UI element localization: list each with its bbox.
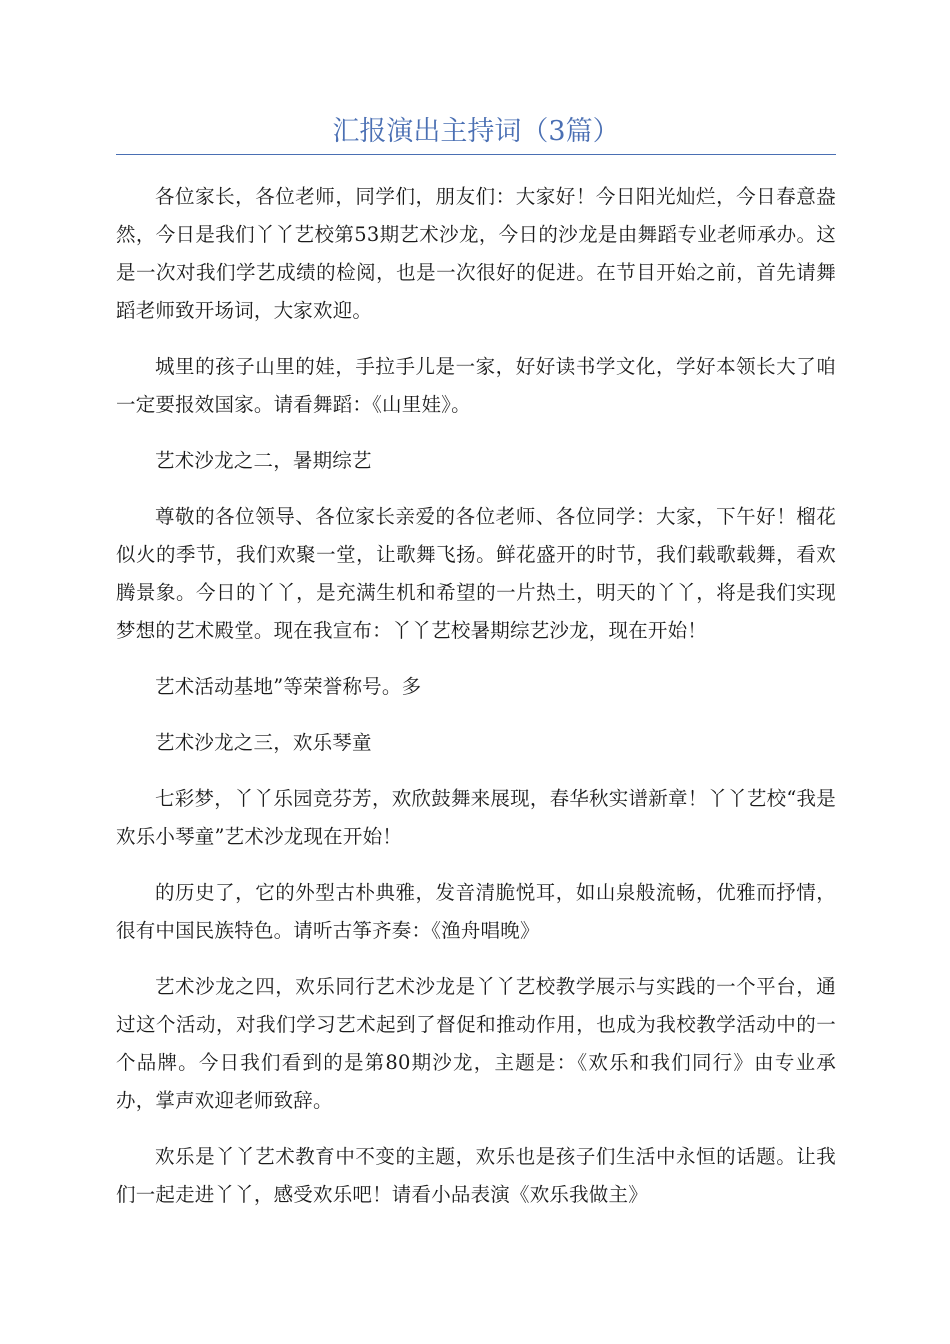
paragraph-summer-opening: 尊敬的各位领导、各位家长亲爱的各位老师、各位同学：大家，下午好！榴花似火的季节，我们欢聚一堂，让歌舞飞扬。鲜花盛开的时节，我们载歌载舞，看欢腾景象。今日的丫丫，是充满生机和希望的一片热土，明天的丫丫，将是我们实现梦想的艺术殿堂。现在我宣布：丫丫艺校暑期综艺沙龙，现在开始！ bbox=[116, 505, 836, 642]
section-heading-salon-3: 艺术沙龙之三，欢乐琴童 bbox=[155, 731, 372, 754]
document-page bbox=[116, 112, 836, 1232]
paragraph-salon-4: 艺术沙龙之四，欢乐同行艺术沙龙是丫丫艺校教学展示与实践的一个平台，通过这个活动，对我们学习艺术起到了督促和推动作用，也成为我校教学活动中的一个品牌。今日我们看到的是第80期沙龙，主题是：《欢乐和我们同行》由专业承办，掌声欢迎老师致辞。 bbox=[116, 975, 836, 1112]
paragraph-opening-greeting: 各位家长，各位老师，同学们，朋友们：大家好！今日阳光灿烂，今日春意盎然，今日是我们丫丫艺校第53期艺术沙龙，今日的沙龙是由舞蹈专业老师承办。这是一次对我们学艺成绩的检阅，也是一次很好的促进。在节目开始之前，首先请舞蹈老师致开场词，大家欢迎。 bbox=[116, 185, 836, 322]
paragraph-piano-opening: 七彩梦，丫丫乐园竞芬芳，欢欣鼓舞来展现，春华秋实谱新章！丫丫艺校“我是欢乐小琴童”艺术沙龙现在开始！ bbox=[116, 787, 836, 848]
document-title: 汇报演出主持词（3篇） bbox=[332, 116, 620, 147]
paragraph-guzheng: 的历史了，它的外型古朴典雅，发音清脆悦耳，如山泉般流畅，优雅而抒情，很有中国民族特色。请听古筝齐奏：《渔舟唱晚》 bbox=[116, 881, 836, 942]
paragraph-shanliwa-dance: 城里的孩子山里的娃，手拉手儿是一家，好好读书学文化，学好本领长大了咱一定要报效国家。请看舞蹈：《山里娃》。 bbox=[116, 355, 836, 416]
section-heading-salon-2: 艺术沙龙之二，暑期综艺 bbox=[155, 449, 372, 472]
title-underline-divider bbox=[116, 154, 836, 155]
paragraph-joy-theme: 欢乐是丫丫艺术教育中不变的主题，欢乐也是孩子们生活中永恒的话题。让我们一起走进丫丫，感受欢乐吧！请看小品表演《欢乐我做主》 bbox=[116, 1145, 836, 1206]
paragraph-fragment-honors: 艺术活动基地”等荣誉称号。多 bbox=[155, 675, 422, 698]
